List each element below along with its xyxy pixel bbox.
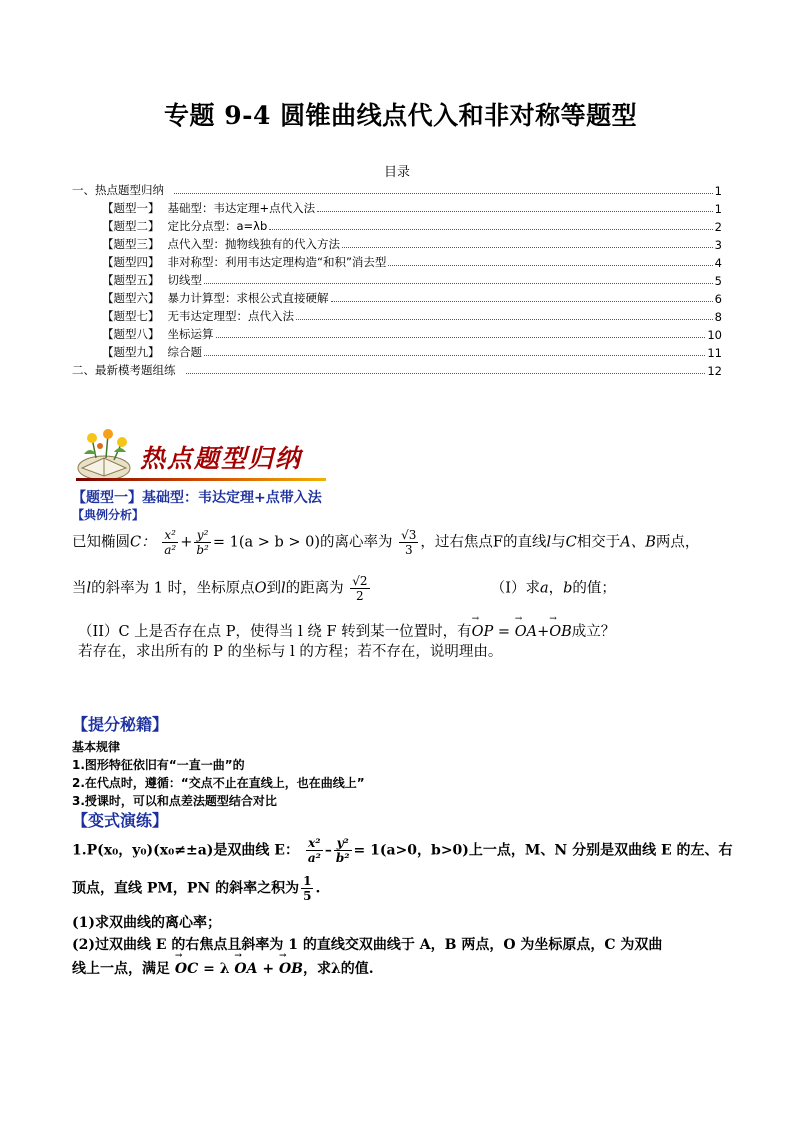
tips-item: 1.图形特征依旧有“一直一曲”的 <box>72 758 245 772</box>
toc-item[interactable] <box>72 216 722 234</box>
toc-item-label: 基础型：韦达定理+点代入法 <box>167 201 316 215</box>
toc-item-tag: 【题型三】 <box>102 237 160 251</box>
toc-item-label: 点代入型：抛物线独有的代入方法 <box>167 237 340 251</box>
toc-item[interactable] <box>72 180 722 198</box>
example-line-1: 已知椭圆C： $\frac{\text{x²}}{\text{a²}}$ + $\frac{\text{y²}}{\text{b²}}$ = 1(a > b > 0)的离心率为 $\frac{√3}{3}$ ，过右焦点F的直线l与C相交于A、B两点， <box>72 528 700 557</box>
toc-heading: 目录 <box>383 165 410 180</box>
fraction: $\frac{√3}{3}$ <box>401 528 417 557</box>
toc-leader-dots <box>216 337 706 338</box>
toc-item-label: 非对称型：利用韦达定理构造“和积”消去型 <box>167 255 387 269</box>
toc-item-label: 坐标运算 <box>167 327 214 341</box>
toc-page-number: 3 <box>714 238 722 252</box>
fraction: $\frac{\text{y²}}{\text{b²}}$ <box>335 836 350 865</box>
toc-item-tag: 【题型四】 <box>102 255 160 269</box>
toc-item[interactable] <box>72 360 722 378</box>
example-line-4: 若存在，求出所有的 P 的坐标与 l 的方程；若不存在，说明理由。 <box>78 644 503 660</box>
toc-item-label: 无韦达定理型：点代入法 <box>167 309 294 323</box>
toc-leader-dots <box>204 283 713 284</box>
toc-leader-dots <box>342 247 713 248</box>
tips-subheading: 基本规律 <box>72 740 121 754</box>
practice-line-2: 顶点，直线 PM，PN 的斜率之积为 $\frac{1}{5}$ . <box>72 874 321 903</box>
practice-line-4: (2)过双曲线 E 的右焦点且斜率为 1 的直线交双曲线于 A，B 两点，O 为坐标原点，C 为双曲 <box>72 937 663 953</box>
toc-leader-dots <box>331 301 713 302</box>
tips-heading: 【提分秘籍】 <box>72 715 169 734</box>
toc-item-tag: 【题型一】 <box>102 201 160 215</box>
toc-item-label: 暴力计算型：求根公式直接硬解 <box>167 291 329 305</box>
example-line-3: （II）C 上是否存在点 P，使得当 l 绕 F 转到某一位置时，有→ OP = → OA+→ OB成立？ <box>78 620 615 641</box>
fraction: $\frac{\text{y²}}{\text{b²}}$ <box>196 528 209 557</box>
toc-page-number: 8 <box>714 310 722 324</box>
toc-item-tag: 【题型七】 <box>102 309 160 323</box>
toc-item[interactable] <box>72 342 722 360</box>
toc-item[interactable] <box>72 288 722 306</box>
toc-item-label: 切线型 <box>167 273 202 287</box>
fraction: $\frac{\text{x²}}{\text{a²}}$ <box>307 836 321 865</box>
practice-heading: 【变式演练】 <box>72 811 169 830</box>
toc-leader-dots <box>317 211 713 212</box>
tips-item: 2.在代点时，遵循：“交点不止在直线上，也在曲线上” <box>72 776 365 790</box>
toc-item[interactable] <box>72 270 722 288</box>
toc-item-tag: 【题型五】 <box>102 273 160 287</box>
flower-icon <box>84 429 127 460</box>
toc-item[interactable] <box>72 306 722 324</box>
practice-line-1: 1.P(x₀，y₀)(x₀≠±a)是双曲线 E： $\frac{\text{x²}}{\text{a²}}$ – $\frac{\text{y²}}{\text{b²}}$ = 1(a>0，b>0)上一点，M、N 分别是双曲线 E 的左、右 <box>72 836 733 865</box>
toc-item-label: 综合题 <box>167 345 202 359</box>
toc-page-number: 5 <box>714 274 722 288</box>
toc-leader-dots <box>388 265 712 266</box>
toc-item-tag: 【题型六】 <box>102 291 160 305</box>
practice-line-5: 线上一点，满足 → OC = λ → OA + → OB，求λ的值. <box>72 958 374 978</box>
toc-page-number: 12 <box>707 364 722 378</box>
section-heading: 【题型一】基础型：韦达定理+点带入法 <box>72 490 322 506</box>
banner-title: 热点题型归纳 <box>140 444 303 473</box>
banner-underline <box>76 478 326 481</box>
toc-item[interactable] <box>72 252 722 270</box>
page-title: 专题 9-4 圆锥曲线点代入和非对称等题型 <box>164 101 638 130</box>
toc-page-number: 6 <box>714 292 722 306</box>
toc-item[interactable] <box>72 198 722 216</box>
toc-page-number: 1 <box>714 202 722 216</box>
toc-item-tag: 【题型九】 <box>102 345 160 359</box>
fraction: $\frac{1}{5}$ <box>303 874 312 903</box>
example-line-2: 当l的斜率为 1 时，坐标原点O到l的距离为 $\frac{√2}{2}$ （I）求a，b的值； <box>72 574 616 603</box>
toc-page-number: 11 <box>707 346 722 360</box>
toc-leader-dots <box>174 193 713 194</box>
toc-page-number: 10 <box>707 328 722 342</box>
toc-item-tag: 【题型八】 <box>102 327 160 341</box>
fraction: $\frac{√2}{2}$ <box>352 574 368 603</box>
toc-page-number: 1 <box>714 184 722 198</box>
practice-line-3: (1)求双曲线的离心率； <box>72 915 221 931</box>
toc-leader-dots <box>204 355 705 356</box>
toc-leader-dots <box>186 373 706 374</box>
toc-item[interactable] <box>72 324 722 342</box>
toc-item[interactable] <box>72 234 722 252</box>
toc-item-tag: 【题型二】 <box>102 219 160 233</box>
tips-item: 3.授课时，可以和点差法题型结合对比 <box>72 794 277 808</box>
toc-item-tag: 一、热点题型归纳 <box>72 183 164 197</box>
fraction: $\frac{\text{x²}}{\text{a²}}$ <box>164 528 177 557</box>
toc-item-tag: 二、最新模考题组练 <box>72 363 176 377</box>
section-subheading: 【典例分析】 <box>72 508 145 522</box>
table-of-contents <box>72 180 722 378</box>
toc-leader-dots <box>296 319 713 320</box>
toc-page-number: 2 <box>714 220 722 234</box>
toc-item-label: 定比分点型：a=λb <box>167 219 268 233</box>
toc-leader-dots <box>269 229 712 230</box>
toc-page-number: 4 <box>714 256 722 270</box>
